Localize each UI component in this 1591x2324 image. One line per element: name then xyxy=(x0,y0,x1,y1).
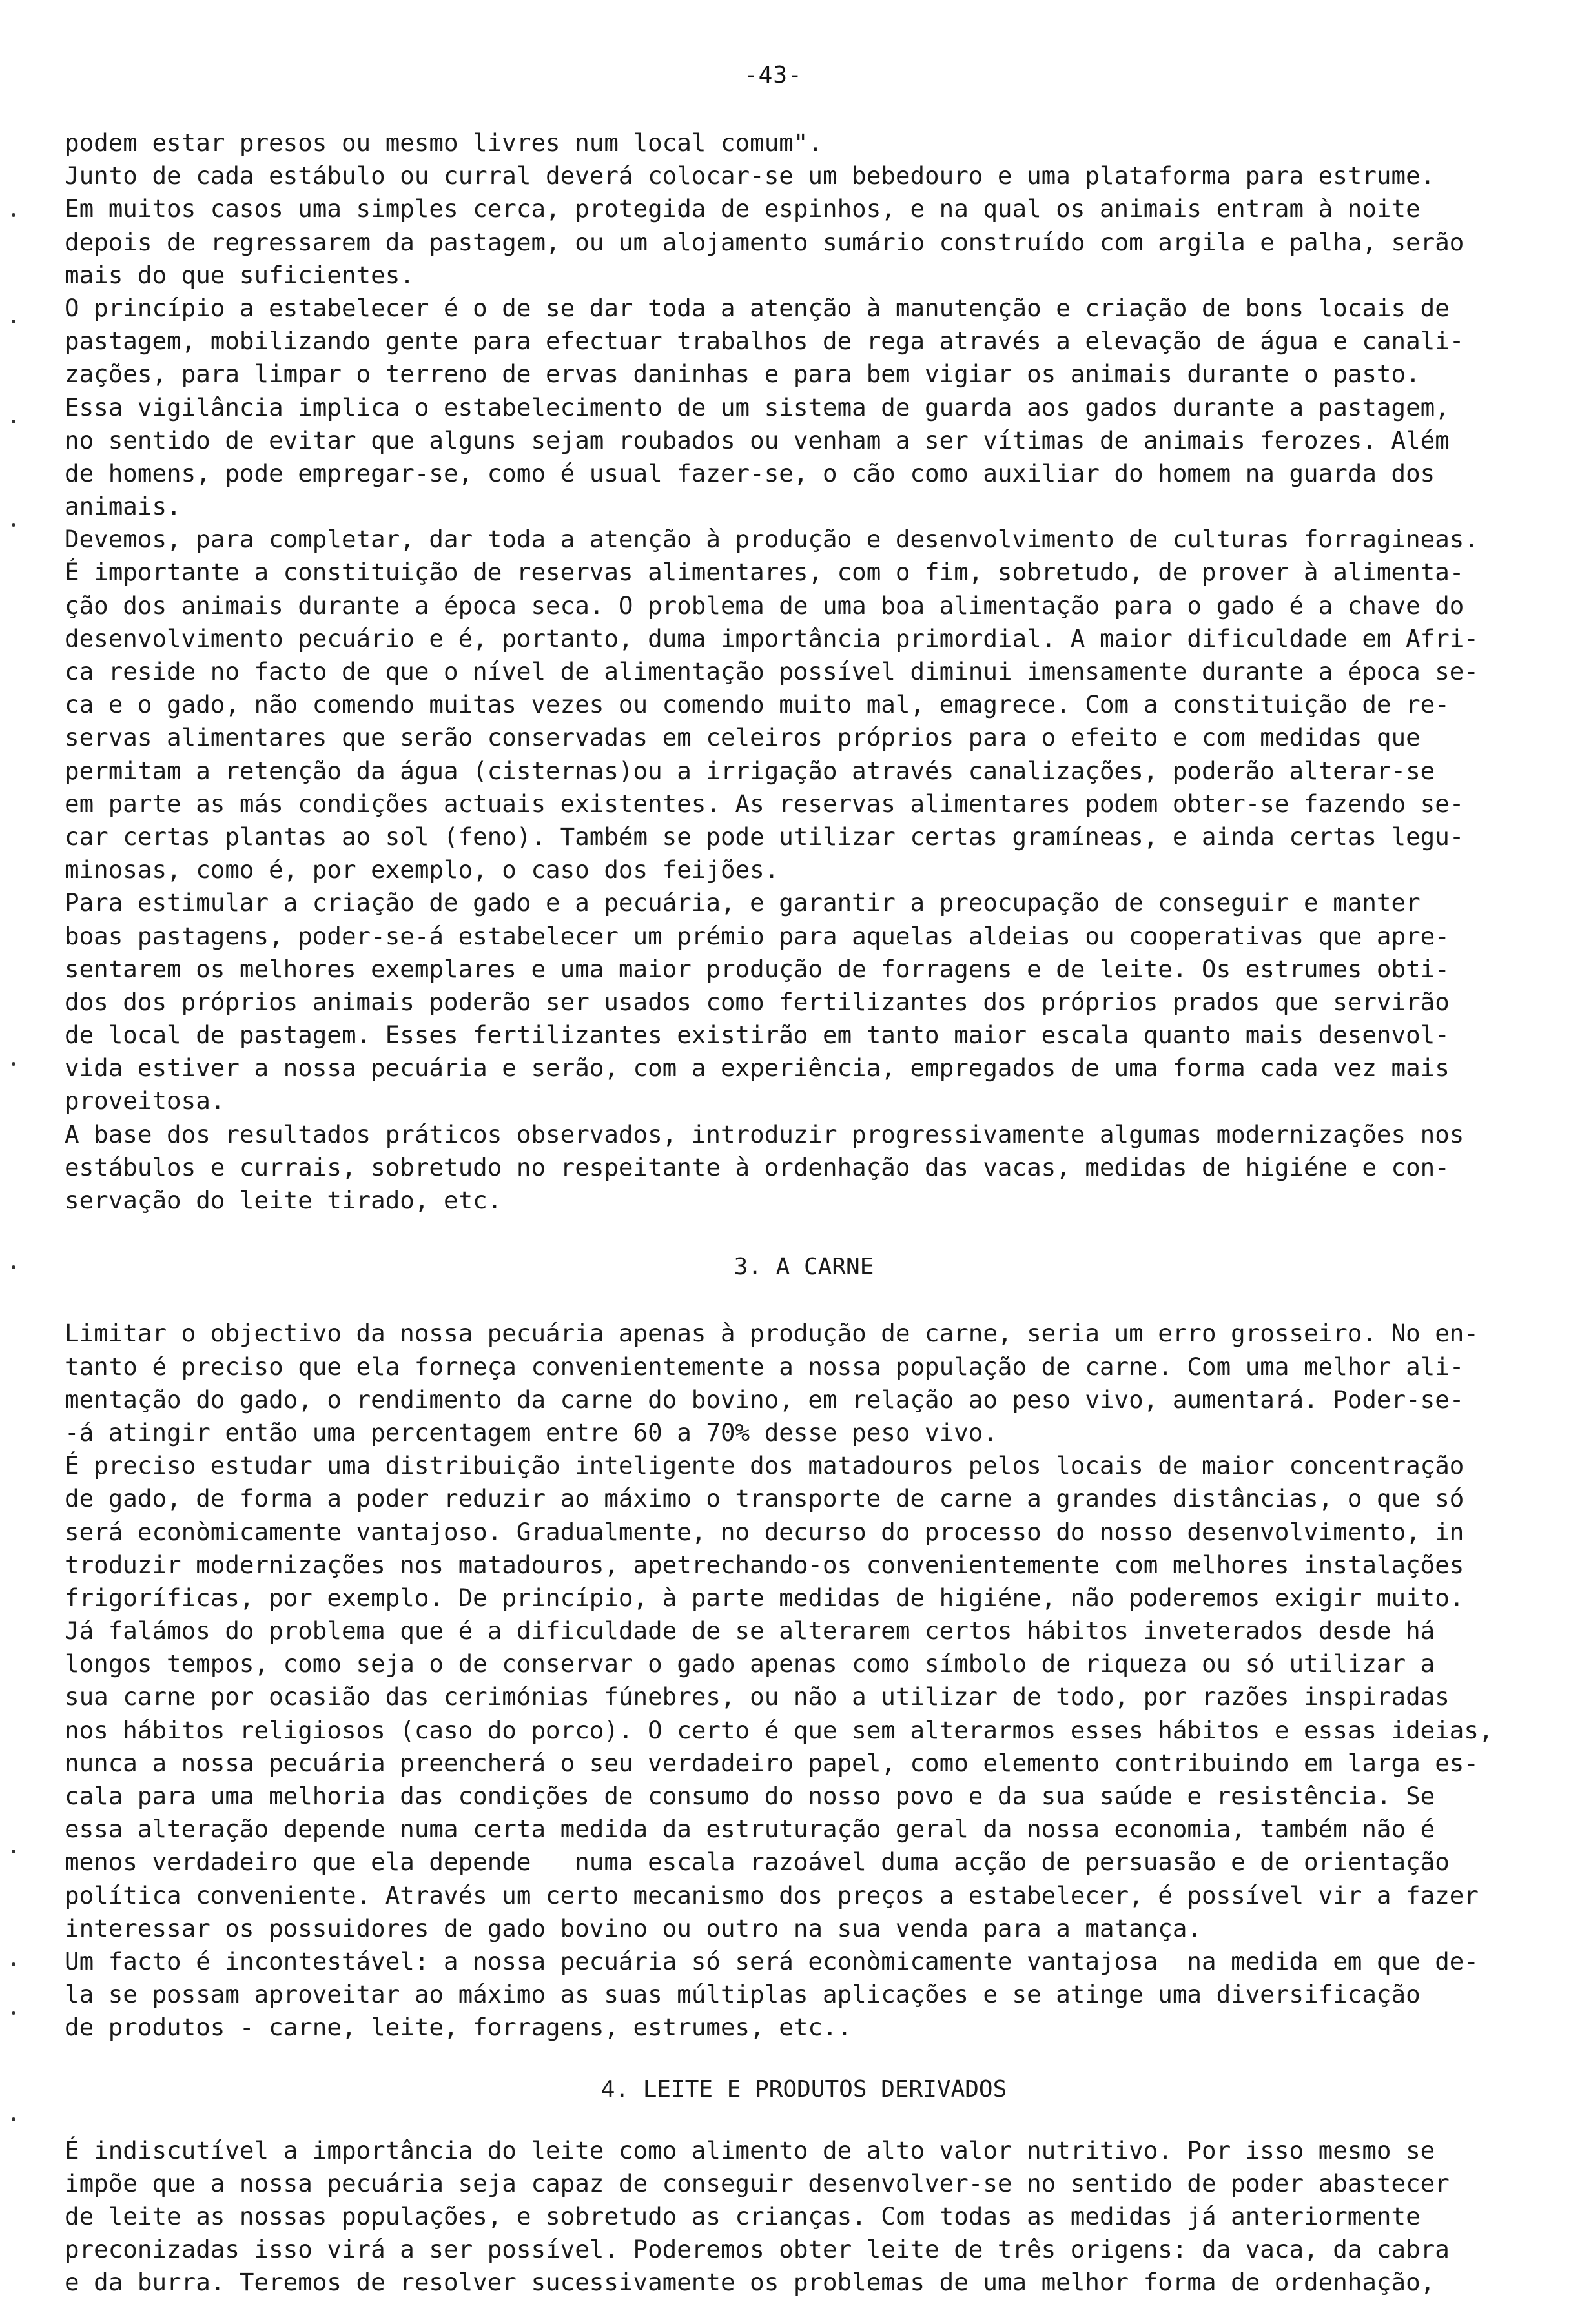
paragraph-line: Essa vigilância implica o estabelecimento de um sistema de guarda aos gados durante a pastagem, xyxy=(65,392,1450,422)
paragraph-line: animais. xyxy=(65,492,181,521)
carne-paragraph-line: troduzir modernizações nos matadouros, apetrechando-os convenientemente com melhores instalações xyxy=(65,1550,1464,1579)
carne-paragraph-line: la se possam aproveitar ao máximo as suas múltiplas aplicações e se atinge uma diversificação xyxy=(65,1980,1421,2009)
paragraph-line: proveitosa. xyxy=(65,1086,225,1116)
paragraph-line: vida estiver a nossa pecuária e serão, com a experiência, empregados de uma forma cada vez mais xyxy=(65,1054,1450,1083)
carne-paragraph-line: sua carne por ocasião das cerimónias fúnebres, ou não a utilizar de todo, por razões inspiradas xyxy=(65,1682,1450,1711)
margin-mark xyxy=(12,320,15,323)
paragraph-line: zações, para limpar o terreno de ervas daninhas e para bem vigiar os animais durante o pasto. xyxy=(65,360,1421,389)
carne-paragraph-line: Um facto é incontestável: a nossa pecuária só será econòmicamente vantajosa na medida em que de- xyxy=(65,1946,1479,1975)
leite-paragraph-line: de leite as nossas populações, e sobretudo as crianças. Com todas as medidas já anteriormente xyxy=(65,2202,1421,2231)
margin-mark xyxy=(12,1062,15,1066)
carne-paragraph-line: será econòmicamente vantajoso. Gradualmente, no decurso do processo do nosso desenvolvimento, in xyxy=(65,1517,1464,1546)
section-heading-carne: 3. A CARNE xyxy=(734,1254,874,1281)
section-heading-leite: 4. LEITE E PRODUTOS DERIVADOS xyxy=(600,2075,1007,2103)
carne-paragraph-line: frigoríficas, por exemplo. De princípio, à parte medidas de higiéne, não poderemos exigir muito. xyxy=(65,1583,1464,1612)
paragraph-line: desenvolvimento pecuário e é, portanto, duma importância primordial. A maior dificuldade em Afri- xyxy=(65,624,1479,653)
carne-paragraph-line: -á atingir então uma percentagem entre 60 a 70% desse peso vivo. xyxy=(65,1418,998,1447)
carne-paragraph-line: de produtos - carne, leite, forragens, estrumes, etc.. xyxy=(65,2013,852,2042)
margin-mark xyxy=(12,1265,15,1269)
paragraph-line: É importante a constituição de reservas alimentares, com o fim, sobretudo, de prover à alimenta- xyxy=(65,558,1464,587)
paragraph-line: permitam a retenção da água (cisternas)ou a irrigação através canalizações, poderão alterar-se xyxy=(65,756,1435,785)
carne-paragraph-line: É preciso estudar uma distribuição inteligente dos matadouros pelos locais de maior concentração xyxy=(65,1451,1464,1480)
paragraph-line: Junto de cada estábulo ou curral deverá colocar-se um bebedouro e uma plataforma para estrume. xyxy=(65,161,1435,190)
paragraph-line: em parte as más condições actuais existentes. As reservas alimentares podem obter-se fazendo se- xyxy=(65,789,1464,818)
paragraph-line: O princípio a estabelecer é o de se dar toda a atenção à manutenção e criação de bons locais de xyxy=(65,293,1450,322)
carne-paragraph-line: de gado, de forma a poder reduzir ao máximo o transporte de carne a grandes distâncias, o que só xyxy=(65,1484,1464,1513)
margin-mark xyxy=(12,2011,15,2015)
paragraph-line: podem estar presos ou mesmo livres num local comum". xyxy=(65,128,823,157)
carne-paragraph-line: interessar os possuidores de gado bovino ou outro na sua venda para a matança. xyxy=(65,1913,1202,1942)
carne-paragraph-line: longos tempos, como seja o de conservar o gado apenas como símbolo de riqueza ou só utilizar a xyxy=(65,1649,1435,1678)
page-number: -43- xyxy=(744,62,803,88)
paragraph-line: Devemos, para completar, dar toda a atenção à produção e desenvolvimento de culturas forragineas. xyxy=(65,525,1479,554)
carne-paragraph-line: tanto é preciso que ela forneça convenientemente a nossa população de carne. Com uma melhor ali- xyxy=(65,1352,1464,1381)
margin-mark xyxy=(12,523,15,527)
paragraph-line: car certas plantas ao sol (feno). Também se pode utilizar certas gramíneas, e ainda certas legu- xyxy=(65,822,1464,851)
margin-mark xyxy=(12,420,15,423)
carne-paragraph-line: Limitar o objectivo da nossa pecuária apenas à produção de carne, seria um erro grosseiro. No en- xyxy=(65,1319,1479,1348)
section-leite-body xyxy=(65,2134,1543,2299)
paragraph-line: dos dos próprios animais poderão ser usados como fertilizantes dos próprios prados que servirão xyxy=(65,987,1450,1016)
carne-paragraph-line: Já falámos do problema que é a dificuldade de se alterarem certos hábitos inveterados desde há xyxy=(65,1616,1435,1646)
carne-paragraph-line: nunca a nossa pecuária preencherá o seu verdadeiro papel, como elemento contribuindo em larga es- xyxy=(65,1748,1479,1777)
paragraph-line: boas pastagens, poder-se-á estabelecer um prémio para aquelas aldeias ou cooperativas que apre- xyxy=(65,921,1450,950)
paragraph-line: depois de regressarem da pastagem, ou um alojamento sumário construído com argila e palha, serão xyxy=(65,227,1464,256)
paragraph-line: ção dos animais durante a época seca. O problema de uma boa alimentação para o gado é a chave do xyxy=(65,591,1464,620)
carne-paragraph-line: essa alteração depende numa certa medida da estruturação geral da nossa economia, também não é xyxy=(65,1815,1435,1844)
paragraph-line: ca e o gado, não comendo muitas vezes ou comendo muito mal, emagrece. Com a constituição de re- xyxy=(65,690,1450,719)
paragraph-line: mais do que suficientes. xyxy=(65,260,415,289)
paragraph-line: servação do leite tirado, etc. xyxy=(65,1186,502,1214)
leite-paragraph-line: É indiscutível a importância do leite como alimento de alto valor nutritivo. Por isso mesmo se xyxy=(65,2135,1435,2165)
section-carne-body xyxy=(65,1317,1543,2044)
paragraph-line: pastagem, mobilizando gente para efectuar trabalhos de rega através a elevação de água e canali- xyxy=(65,327,1464,356)
margin-mark xyxy=(12,2117,15,2121)
document-body xyxy=(65,127,1543,2299)
carne-paragraph-line: mentação do gado, o rendimento da carne do bovino, em relação ao peso vivo, aumentará. Poder-se- xyxy=(65,1385,1464,1414)
carne-paragraph-line: menos verdadeiro que ela depende numa escala razoável duma acção de persuasão e de orientação xyxy=(65,1848,1450,1877)
paragraph-line: servas alimentares que serão conservadas em celeiros próprios para o efeito e com medidas que xyxy=(65,723,1421,752)
paragraph-line: no sentido de evitar que alguns sejam roubados ou venham a ser vítimas de animais ferozes. Além xyxy=(65,425,1450,454)
margin-mark xyxy=(12,213,15,217)
paragraph-line: A base dos resultados práticos observados, introduzir progressivamente algumas modernizações nos xyxy=(65,1119,1464,1148)
paragraph-line: de local de pastagem. Esses fertilizantes existirão em tanto maior escala quanto mais desenvol- xyxy=(65,1021,1450,1050)
margin-mark xyxy=(12,1850,15,1853)
margin-mark xyxy=(12,1962,15,1966)
paragraph-line: sentarem os melhores exemplares e uma maior produção de forragens e de leite. Os estrumes obti- xyxy=(65,954,1450,983)
paragraph-line: de homens, pode empregar-se, como é usual fazer-se, o cão como auxiliar do homem na guarda dos xyxy=(65,458,1435,487)
leite-paragraph-line: impõe que a nossa pecuária seja capaz de conseguir desenvolver-se no sentido de poder abastecer xyxy=(65,2168,1450,2197)
paragraph-line: Para estimular a criação de gado e a pecuária, e garantir a preocupação de conseguir e manter xyxy=(65,888,1421,917)
paragraph-line: ca reside no facto de que o nível de alimentação possível diminui imensamente durante a época se- xyxy=(65,657,1479,686)
paragraph-line: minosas, como é, por exemplo, o caso dos feijões. xyxy=(65,855,779,884)
paragraph-line: estábulos e currais, sobretudo no respeitante à ordenhação das vacas, medidas de higiéne e con- xyxy=(65,1152,1450,1181)
leite-paragraph-line: preconizadas isso virá a ser possível. Poderemos obter leite de três origens: da vaca, da cabra xyxy=(65,2235,1450,2264)
section-continued xyxy=(65,127,1543,1217)
carne-paragraph-line: cala para uma melhoria das condições de consumo do nosso povo e da sua saúde e resistência. Se xyxy=(65,1782,1435,1810)
leite-paragraph-line: e da burra. Teremos de resolver sucessivamente os problemas de uma melhor forma de ordenhação, xyxy=(65,2268,1435,2297)
carne-paragraph-line: nos hábitos religiosos (caso do porco). O certo é que sem alterarmos esses hábitos e essas ideias, xyxy=(65,1715,1493,1744)
paragraph-line: Em muitos casos uma simples cerca, protegida de espinhos, e na qual os animais entram à noite xyxy=(65,194,1421,223)
carne-paragraph-line: política conveniente. Através um certo mecanismo dos preços a estabelecer, é possível vir a fazer xyxy=(65,1881,1479,1910)
